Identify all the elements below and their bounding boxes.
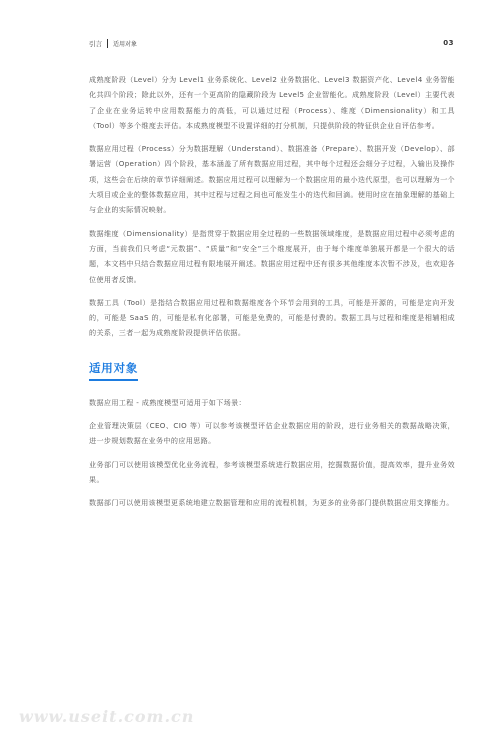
- page-header: [89, 36, 454, 50]
- header-breadcrumb: [89, 39, 137, 48]
- header-subtitle: 适用对象: [113, 40, 138, 48]
- page-number: 03: [443, 39, 454, 47]
- section-paragraph-scenarios: 数据应用工程 - 成熟度模型可适用于如下场景：: [89, 397, 246, 407]
- section-heading-text: 适用对象: [89, 360, 139, 375]
- header-title: 引言: [89, 39, 102, 48]
- section-heading: [89, 360, 138, 381]
- header-divider: [107, 39, 108, 48]
- intro-paragraph-process: 数据应用过程（Process）分为数据理解（Understand）、数据准备（Prepare）、数据开发（Develop）、部署运营（Operation）四个阶段，基本涵盖了所有数据应用过程，其中每个过程还会细分子过程，入输出及操作项，这些会在后续的章节详细阐述。数据应用过程可以理解为一个数据应用的最小迭代原型，也可以理解为一个大项目或企业的整体数据应用，其中过程与过程之间也可能发生小的迭代和回滴。使用时应在抽象理解的基础上与企业的实际情况映射。: [89, 144, 455, 215]
- section-paragraph-management: 企业管理决策层（CEO、CIO 等）可以参考该模型评估企业数据应用的阶段，进行业务相关的数据战略决策，进一步规划数据在业务中的应用思路。: [89, 421, 455, 446]
- section-paragraph-data-dept: 数据部门可以使用该模型更系统地建立数据管理和应用的流程机制，为更多的业务部门提供数据应用支撑能力。: [89, 498, 454, 508]
- section-heading-underline: [89, 379, 138, 381]
- intro-paragraph-dimensionality: 数据维度（Dimensionality）是指贯穿于数据应用全过程的一些数据领域维度，是数据应用过程中必须考虑的方面，当前我们只考虑“元数据”、“质量”和“安全”三个维度展开，由于每个维度单独展开都是一个很大的话题，本文档中只结合数据应用过程有限地展开阐述。数据应用过程中还有很多其他维度本次暂不涉及，也欢迎各位使用者反馈。: [89, 228, 455, 284]
- section-paragraph-business: 业务部门可以使用该模型优化业务流程，参考该模型系统进行数据应用，挖掘数据价值，提高效率，提升业务效果。: [89, 459, 455, 484]
- intro-paragraph-levels: 成熟度阶段（Level）分为 Level1 业务系统化、Level2 业务数据化、Level3 数据资产化、Level4 业务智能化共四个阶段；除此以外，还有一个更高阶的隐藏阶段为 Level5 企业智能化。成熟度阶段（Level）主要代表了企业在业务运转中应用数据能力的高低，可以通过过程（Process）、维度（Dimensionality）和工具（Tool）等多个维度去评估。本成熟度模型不设置详细的打分机制，只提供阶段的特征供企业自评估参考。: [89, 75, 455, 130]
- intro-paragraph-tool: 数据工具（Tool）是指结合数据应用过程和数据维度各个环节会用到的工具，可能是开源的，可能是定向开发的，可能是 SaaS 的，可能是私有化部署，可能是免费的，可能是付费的。数据工具与过程和维度是相辅相成的关系，三者一起为成熟度阶段提供评估依据。: [89, 297, 455, 338]
- main-content: [89, 72, 455, 511]
- watermark: www.useit.com.cn: [19, 707, 195, 726]
